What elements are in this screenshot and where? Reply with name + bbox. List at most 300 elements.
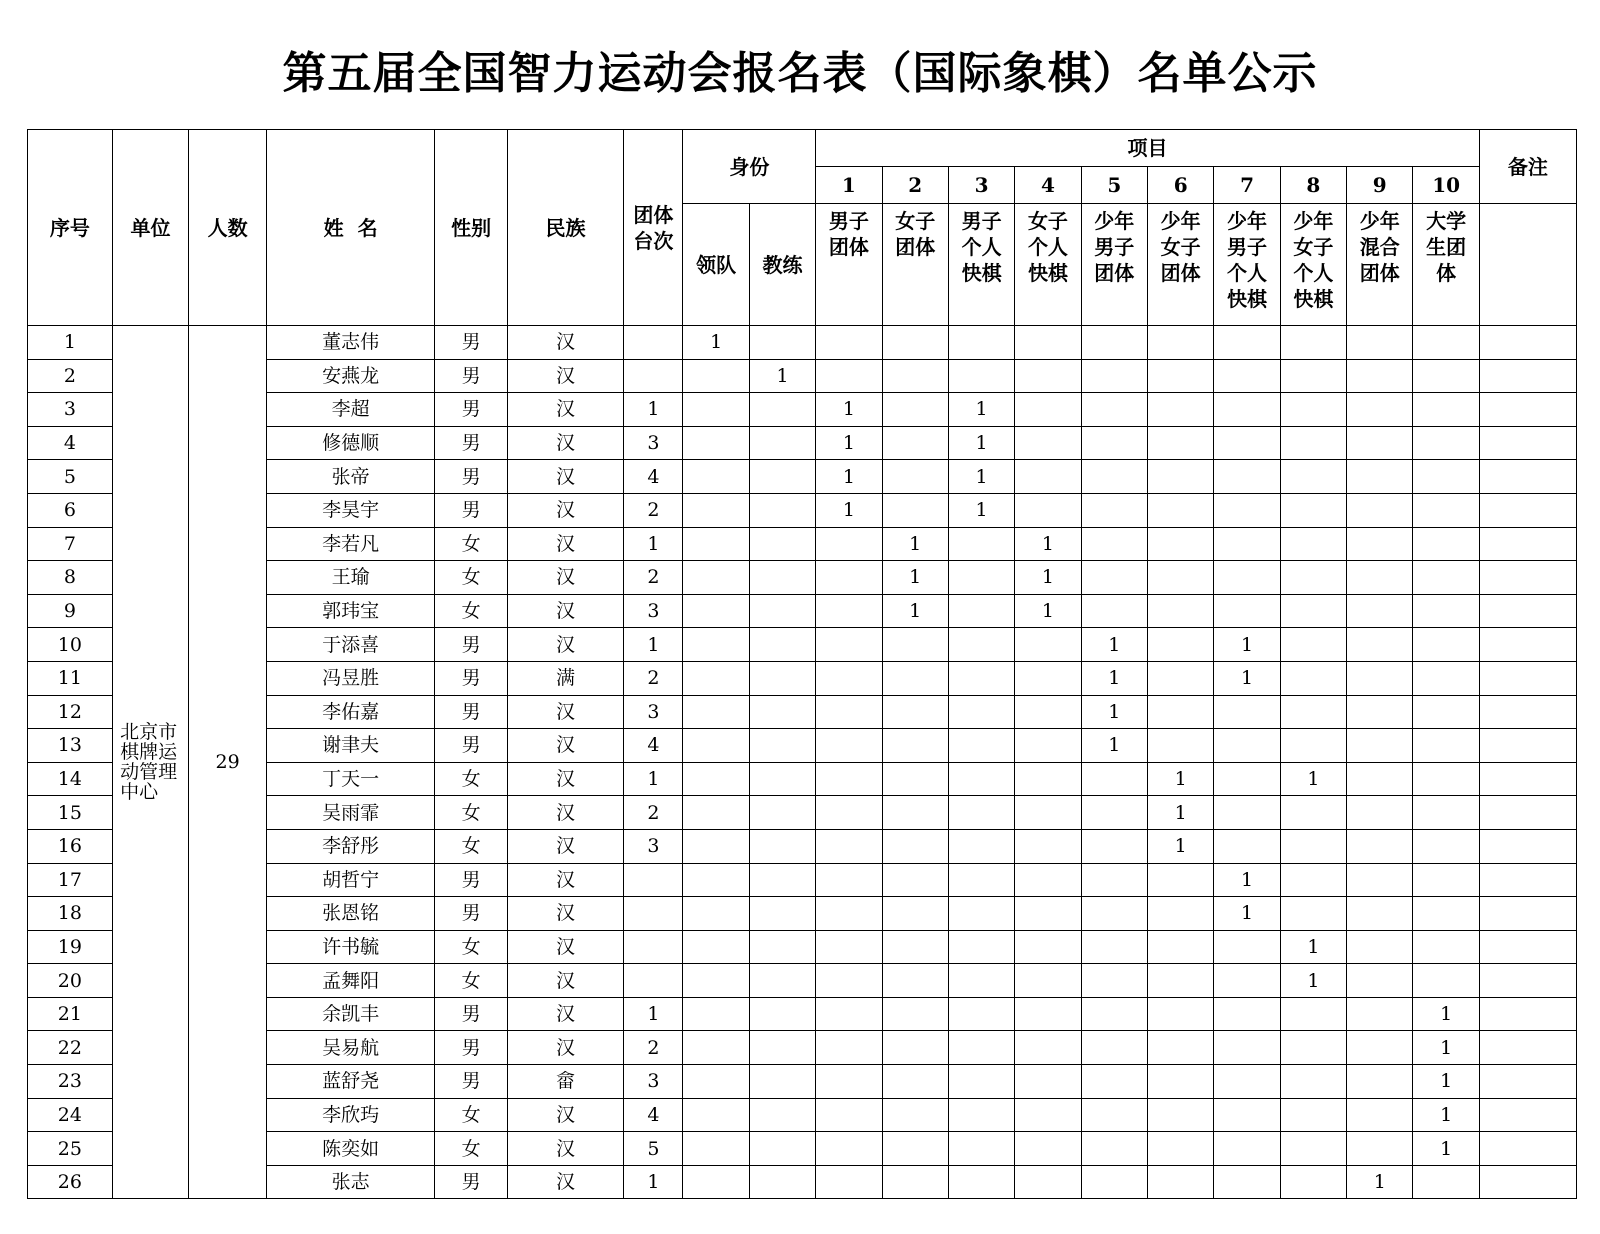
row-leader: [683, 729, 749, 763]
row-coach: [749, 930, 815, 964]
row-coach: [749, 1098, 815, 1132]
event-name-4: [1015, 204, 1081, 326]
row-event-8: [1280, 628, 1346, 662]
row-gender: 女: [435, 762, 507, 796]
row-seq: 23: [28, 1065, 113, 1099]
row-event-7: [1214, 1098, 1280, 1132]
row-event-9: [1347, 695, 1413, 729]
row-event-2: [882, 326, 948, 360]
row-event-7: [1214, 561, 1280, 595]
row-event-6: [1147, 594, 1213, 628]
row-event-5: [1081, 493, 1147, 527]
event-number-2: 2: [882, 167, 948, 204]
row-event-4: [1015, 1065, 1081, 1099]
row-team-board: 1: [624, 997, 683, 1031]
row-coach: [749, 493, 815, 527]
row-event-5: [1081, 997, 1147, 1031]
row-event-9: [1347, 796, 1413, 830]
row-leader: [683, 897, 749, 931]
row-event-10: [1413, 897, 1479, 931]
row-event-10: [1413, 460, 1479, 494]
row-event-9: [1347, 829, 1413, 863]
row-event-4: 1: [1015, 594, 1081, 628]
row-name: 于添喜: [266, 628, 434, 662]
row-event-9: [1347, 897, 1413, 931]
row-event-9: [1347, 460, 1413, 494]
row-name: 张志: [266, 1165, 434, 1199]
row-name: 王瑜: [266, 561, 434, 595]
row-event-8: 1: [1280, 930, 1346, 964]
row-ethnicity: 汉: [507, 796, 623, 830]
row-event-4: [1015, 460, 1081, 494]
row-event-2: [882, 829, 948, 863]
row-event-1: 1: [816, 460, 882, 494]
row-seq: 13: [28, 729, 113, 763]
row-event-10: [1413, 326, 1479, 360]
row-event-6: [1147, 1031, 1213, 1065]
row-event-8: 1: [1280, 762, 1346, 796]
row-event-1: [816, 661, 882, 695]
roster-table: [27, 129, 1577, 1199]
row-event-1: [816, 1098, 882, 1132]
row-team-board: 2: [624, 796, 683, 830]
row-coach: [749, 1165, 815, 1199]
row-leader: [683, 1031, 749, 1065]
row-event-5: [1081, 863, 1147, 897]
row-ethnicity: 汉: [507, 1165, 623, 1199]
row-event-6: [1147, 561, 1213, 595]
row-coach: [749, 829, 815, 863]
row-gender: 女: [435, 964, 507, 998]
unit-count: 29: [189, 326, 267, 1199]
row-coach: [749, 796, 815, 830]
row-event-4: [1015, 1098, 1081, 1132]
row-ethnicity: 汉: [507, 628, 623, 662]
row-remark: [1479, 762, 1576, 796]
row-event-3: [948, 527, 1014, 561]
row-event-3: [948, 1098, 1014, 1132]
row-event-8: [1280, 695, 1346, 729]
row-team-board: 3: [624, 594, 683, 628]
row-leader: [683, 460, 749, 494]
row-name: 李昊宇: [266, 493, 434, 527]
row-name: 修德顺: [266, 426, 434, 460]
event-name-6: [1147, 204, 1213, 326]
row-event-6: [1147, 863, 1213, 897]
row-event-8: [1280, 493, 1346, 527]
row-ethnicity: 汉: [507, 1031, 623, 1065]
row-leader: [683, 762, 749, 796]
row-event-9: [1347, 729, 1413, 763]
row-event-5: [1081, 426, 1147, 460]
row-remark: [1479, 695, 1576, 729]
row-event-9: [1347, 359, 1413, 393]
row-seq: 15: [28, 796, 113, 830]
event-name-label: 男子团体: [828, 209, 869, 259]
row-event-2: [882, 863, 948, 897]
row-team-board: 4: [624, 729, 683, 763]
row-event-1: [816, 1132, 882, 1166]
row-event-1: 1: [816, 426, 882, 460]
row-event-10: [1413, 762, 1479, 796]
row-name: 安燕龙: [266, 359, 434, 393]
row-event-7: [1214, 460, 1280, 494]
row-seq: 4: [28, 426, 113, 460]
event-number-7: 7: [1214, 167, 1280, 204]
row-event-2: [882, 661, 948, 695]
row-event-2: [882, 1065, 948, 1099]
row-event-1: [816, 527, 882, 561]
row-event-10: [1413, 359, 1479, 393]
row-event-3: [948, 661, 1014, 695]
row-team-board: 4: [624, 1098, 683, 1132]
row-event-4: [1015, 1132, 1081, 1166]
row-name: 李佑嘉: [266, 695, 434, 729]
row-gender: 男: [435, 628, 507, 662]
row-event-10: 1: [1413, 1065, 1479, 1099]
row-event-7: [1214, 964, 1280, 998]
row-event-5: [1081, 964, 1147, 998]
row-event-5: [1081, 1065, 1147, 1099]
row-event-2: [882, 695, 948, 729]
row-name: 胡哲宁: [266, 863, 434, 897]
row-event-10: [1413, 426, 1479, 460]
row-seq: 9: [28, 594, 113, 628]
row-remark: [1479, 393, 1576, 427]
row-event-9: [1347, 1065, 1413, 1099]
row-event-5: 1: [1081, 695, 1147, 729]
row-event-6: [1147, 930, 1213, 964]
row-leader: [683, 527, 749, 561]
row-event-5: [1081, 829, 1147, 863]
row-coach: [749, 1065, 815, 1099]
row-seq: 8: [28, 561, 113, 595]
row-gender: 男: [435, 863, 507, 897]
row-event-10: [1413, 661, 1479, 695]
row-gender: 男: [435, 359, 507, 393]
row-remark: [1479, 1132, 1576, 1166]
row-event-1: [816, 796, 882, 830]
row-event-10: [1413, 493, 1479, 527]
row-event-4: [1015, 964, 1081, 998]
row-seq: 22: [28, 1031, 113, 1065]
row-team-board: [624, 930, 683, 964]
row-event-8: [1280, 661, 1346, 695]
row-event-7: [1214, 762, 1280, 796]
row-name: 张恩铭: [266, 897, 434, 931]
row-event-9: [1347, 326, 1413, 360]
row-name: 吴易航: [266, 1031, 434, 1065]
row-event-9: [1347, 393, 1413, 427]
row-name: 郭玮宝: [266, 594, 434, 628]
row-team-board: 4: [624, 460, 683, 494]
row-team-board: [624, 359, 683, 393]
row-event-2: [882, 493, 948, 527]
row-name: 吴雨霏: [266, 796, 434, 830]
row-ethnicity: 汉: [507, 997, 623, 1031]
row-event-6: [1147, 460, 1213, 494]
row-coach: [749, 393, 815, 427]
row-event-9: [1347, 527, 1413, 561]
event-number-3: 3: [948, 167, 1014, 204]
row-leader: [683, 493, 749, 527]
row-event-5: [1081, 527, 1147, 561]
row-event-6: [1147, 1132, 1213, 1166]
row-remark: [1479, 1031, 1576, 1065]
row-event-1: [816, 964, 882, 998]
row-leader: [683, 359, 749, 393]
row-event-10: [1413, 695, 1479, 729]
header-count: 人数: [189, 130, 267, 326]
row-event-8: [1280, 863, 1346, 897]
row-event-3: [948, 762, 1014, 796]
row-event-2: [882, 796, 948, 830]
row-gender: 男: [435, 897, 507, 931]
row-event-6: [1147, 964, 1213, 998]
row-event-8: [1280, 561, 1346, 595]
row-coach: [749, 695, 815, 729]
row-event-10: [1413, 527, 1479, 561]
row-event-7: [1214, 493, 1280, 527]
row-leader: [683, 1165, 749, 1199]
row-event-3: [948, 359, 1014, 393]
row-remark: [1479, 1065, 1576, 1099]
row-event-1: [816, 930, 882, 964]
row-gender: 女: [435, 930, 507, 964]
row-event-7: [1214, 729, 1280, 763]
row-event-3: [948, 594, 1014, 628]
row-event-2: [882, 729, 948, 763]
row-event-10: 1: [1413, 997, 1479, 1031]
header-remarks: 备注: [1479, 130, 1576, 204]
row-ethnicity: 汉: [507, 460, 623, 494]
row-team-board: 2: [624, 661, 683, 695]
row-team-board: 1: [624, 527, 683, 561]
row-event-1: [816, 628, 882, 662]
header-remarks-blank: [1479, 204, 1576, 326]
row-team-board: 1: [624, 762, 683, 796]
row-event-10: 1: [1413, 1132, 1479, 1166]
row-gender: 男: [435, 1031, 507, 1065]
row-leader: [683, 628, 749, 662]
row-event-8: [1280, 1031, 1346, 1065]
row-event-1: [816, 561, 882, 595]
row-leader: [683, 997, 749, 1031]
row-event-7: [1214, 695, 1280, 729]
event-name-label: 女子团体: [895, 209, 936, 259]
row-ethnicity: 汉: [507, 1098, 623, 1132]
row-event-5: 1: [1081, 661, 1147, 695]
row-event-2: [882, 762, 948, 796]
row-name: 张帝: [266, 460, 434, 494]
row-event-3: [948, 729, 1014, 763]
row-ethnicity: 汉: [507, 561, 623, 595]
row-ethnicity: 汉: [507, 1132, 623, 1166]
row-event-6: [1147, 897, 1213, 931]
row-event-1: [816, 594, 882, 628]
row-event-2: [882, 628, 948, 662]
row-team-board: [624, 863, 683, 897]
row-event-7: 1: [1214, 628, 1280, 662]
row-gender: 女: [435, 527, 507, 561]
row-leader: [683, 695, 749, 729]
row-event-1: 1: [816, 493, 882, 527]
row-team-board: 5: [624, 1132, 683, 1166]
row-leader: [683, 661, 749, 695]
row-event-6: [1147, 1065, 1213, 1099]
row-event-7: [1214, 829, 1280, 863]
row-event-7: [1214, 426, 1280, 460]
row-ethnicity: 满: [507, 661, 623, 695]
row-gender: 女: [435, 594, 507, 628]
row-seq: 5: [28, 460, 113, 494]
row-team-board: [624, 897, 683, 931]
row-event-8: [1280, 729, 1346, 763]
row-gender: 男: [435, 426, 507, 460]
row-event-9: [1347, 561, 1413, 595]
event-number-6: 6: [1147, 167, 1213, 204]
row-event-8: [1280, 1098, 1346, 1132]
row-gender: 女: [435, 1098, 507, 1132]
row-event-7: [1214, 997, 1280, 1031]
row-event-3: [948, 863, 1014, 897]
row-event-4: [1015, 1165, 1081, 1199]
row-name: 李若凡: [266, 527, 434, 561]
row-event-6: [1147, 1165, 1213, 1199]
row-event-6: [1147, 628, 1213, 662]
row-event-10: [1413, 930, 1479, 964]
row-event-7: [1214, 1031, 1280, 1065]
row-event-8: [1280, 829, 1346, 863]
row-event-9: [1347, 1031, 1413, 1065]
row-event-8: [1280, 1165, 1346, 1199]
row-event-4: [1015, 661, 1081, 695]
row-event-10: 1: [1413, 1031, 1479, 1065]
event-name-label: 少年男子个人快棋: [1227, 209, 1268, 311]
row-ethnicity: 汉: [507, 594, 623, 628]
row-team-board: [624, 964, 683, 998]
row-event-1: [816, 729, 882, 763]
row-coach: [749, 897, 815, 931]
row-event-6: 1: [1147, 762, 1213, 796]
row-event-3: [948, 1031, 1014, 1065]
row-event-4: 1: [1015, 561, 1081, 595]
row-ethnicity: 汉: [507, 493, 623, 527]
row-event-3: [948, 964, 1014, 998]
row-event-10: [1413, 393, 1479, 427]
row-event-3: [948, 997, 1014, 1031]
row-name: 李欣玙: [266, 1098, 434, 1132]
row-gender: 男: [435, 1165, 507, 1199]
row-ethnicity: 汉: [507, 897, 623, 931]
row-event-7: [1214, 1165, 1280, 1199]
row-event-5: [1081, 930, 1147, 964]
row-event-6: [1147, 326, 1213, 360]
row-remark: [1479, 326, 1576, 360]
row-coach: [749, 661, 815, 695]
event-name-2: [882, 204, 948, 326]
row-ethnicity: 汉: [507, 359, 623, 393]
row-seq: 11: [28, 661, 113, 695]
row-event-5: [1081, 326, 1147, 360]
event-name-label: 少年女子个人快棋: [1293, 209, 1334, 311]
row-leader: [683, 594, 749, 628]
row-event-4: [1015, 729, 1081, 763]
row-event-8: 1: [1280, 964, 1346, 998]
row-ethnicity: 汉: [507, 426, 623, 460]
row-event-3: [948, 796, 1014, 830]
row-event-10: [1413, 964, 1479, 998]
row-remark: [1479, 493, 1576, 527]
row-remark: [1479, 359, 1576, 393]
row-remark: [1479, 628, 1576, 662]
row-seq: 16: [28, 829, 113, 863]
row-remark: [1479, 964, 1576, 998]
row-event-1: [816, 829, 882, 863]
row-leader: [683, 863, 749, 897]
row-event-9: [1347, 426, 1413, 460]
row-coach: [749, 863, 815, 897]
event-number-5: 5: [1081, 167, 1147, 204]
header-leader: 领队: [683, 204, 749, 326]
row-gender: 男: [435, 695, 507, 729]
row-name: 余凯丰: [266, 997, 434, 1031]
row-ethnicity: 汉: [507, 863, 623, 897]
row-event-6: [1147, 359, 1213, 393]
row-remark: [1479, 930, 1576, 964]
header-ethnicity: 民族: [507, 130, 623, 326]
row-event-10: [1413, 1165, 1479, 1199]
row-event-8: [1280, 897, 1346, 931]
row-event-9: 1: [1347, 1165, 1413, 1199]
row-event-7: [1214, 1065, 1280, 1099]
event-name-10: [1413, 204, 1479, 326]
row-remark: [1479, 460, 1576, 494]
row-team-board: 2: [624, 561, 683, 595]
event-number-4: 4: [1015, 167, 1081, 204]
row-event-8: [1280, 594, 1346, 628]
row-leader: [683, 1098, 749, 1132]
row-gender: 女: [435, 796, 507, 830]
row-event-7: [1214, 796, 1280, 830]
row-team-board: 3: [624, 1065, 683, 1099]
row-event-1: [816, 997, 882, 1031]
row-event-3: [948, 897, 1014, 931]
row-event-2: [882, 1165, 948, 1199]
row-event-2: [882, 964, 948, 998]
row-seq: 19: [28, 930, 113, 964]
row-event-8: [1280, 460, 1346, 494]
row-event-9: [1347, 762, 1413, 796]
row-leader: [683, 393, 749, 427]
row-event-9: [1347, 930, 1413, 964]
row-event-5: 1: [1081, 628, 1147, 662]
header-team-board-label: 团体台次: [633, 202, 674, 253]
row-event-6: [1147, 527, 1213, 561]
row-leader: [683, 561, 749, 595]
row-event-5: [1081, 393, 1147, 427]
row-remark: [1479, 1098, 1576, 1132]
row-event-8: [1280, 997, 1346, 1031]
row-event-4: [1015, 359, 1081, 393]
row-seq: 25: [28, 1132, 113, 1166]
row-event-6: [1147, 695, 1213, 729]
row-event-7: [1214, 1132, 1280, 1166]
row-event-9: [1347, 628, 1413, 662]
row-event-2: [882, 1031, 948, 1065]
row-event-5: [1081, 762, 1147, 796]
row-event-7: [1214, 594, 1280, 628]
